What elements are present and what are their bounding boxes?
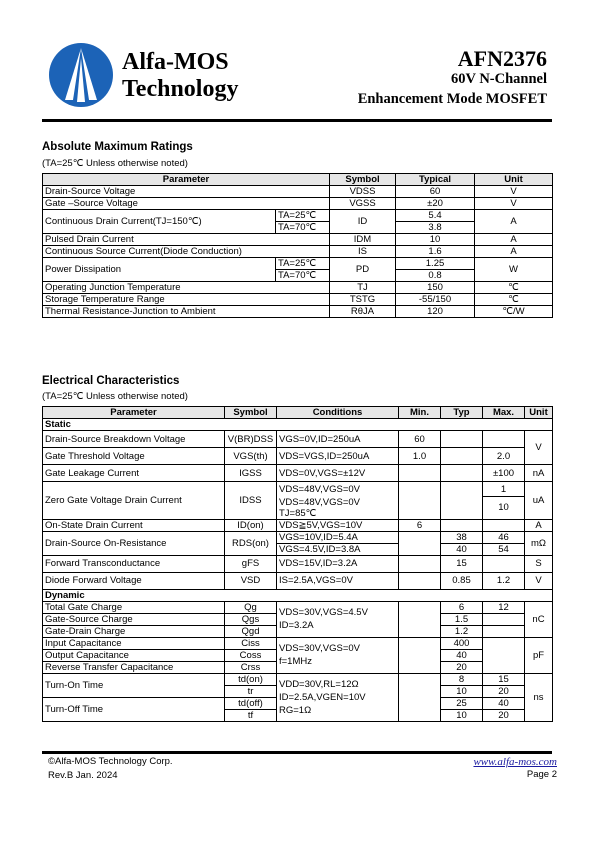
condition-cell: TA=25℃ [276,258,330,270]
typ-cell: 10 [441,685,483,697]
col-header-typical: Typical [396,174,475,186]
col-header-unit: Unit [475,174,553,186]
min-cell [399,465,441,482]
condition-cell: VDS=VGS,ID=250uA [277,448,399,465]
min-cell [399,601,441,637]
min-cell: 6 [399,519,441,531]
typ-cell: 400 [441,637,483,649]
value-cell: 10 [396,234,475,246]
header-rule [42,119,552,122]
min-cell [399,673,441,721]
max-cell [483,613,525,625]
symbol-cell: Ciss [225,637,277,649]
symbol-cell: Crss [225,661,277,673]
value-cell: 150 [396,282,475,294]
elec-title: Electrical Characteristics [42,375,180,387]
unit-cell: V [525,572,553,589]
typ-cell: 20 [441,661,483,673]
typ-cell: 38 [441,531,483,543]
param-cell: Storage Temperature Range [43,294,330,306]
symbol-cell: Qgs [225,613,277,625]
company-logo [48,42,114,108]
symbol-cell: VGS(th) [225,448,277,465]
unit-cell: V [475,186,553,198]
condition-cell: VDS=0V,VGS=±12V [277,465,399,482]
page-number: Page 2 [526,769,557,780]
table-row [43,637,553,649]
param-cell: Gate-Drain Charge [43,625,225,637]
table-row [43,294,553,306]
elec-table [42,406,553,722]
value-cell: 120 [396,306,475,318]
typ-cell: 0.85 [441,572,483,589]
max-cell: 46 [483,531,525,543]
table-row [43,448,553,465]
col-header-unit: Unit [525,407,553,419]
unit-cell: ℃ [475,282,553,294]
footer-rule [42,751,552,754]
table-row [43,555,553,572]
param-cell: Turn-Off Time [43,697,225,721]
param-cell: Total Gate Charge [43,601,225,613]
typ-cell: 6 [441,601,483,613]
param-cell: Gate Threshold Voltage [43,448,225,465]
typ-cell: 40 [441,649,483,661]
min-cell: 60 [399,431,441,448]
unit-cell: pF [525,637,553,673]
condition-cell: VGS=0V,ID=250uA [277,431,399,448]
symbol-cell: td(off) [225,697,277,709]
unit-cell: A [525,519,553,531]
param-cell: Gate-Source Charge [43,613,225,625]
value-cell: 1.6 [396,246,475,258]
table-row [43,482,553,497]
symbol-cell: VGSS [330,198,396,210]
max-cell [483,431,525,448]
unit-cell: A [475,234,553,246]
condition-cell: TJ=85℃ [277,508,399,520]
min-cell [399,531,441,555]
table-row [43,306,553,318]
col-header-symbol: Symbol [225,407,277,419]
symbol-cell: gFS [225,555,277,572]
abs-max-table [42,173,553,318]
max-cell [483,625,525,637]
col-header-parameter: Parameter [43,407,225,419]
max-cell: 54 [483,543,525,555]
condition-line: ID=3.2A [279,620,314,631]
max-cell: 1.2 [483,572,525,589]
unit-cell: A [475,210,553,234]
typ-cell [441,482,483,520]
param-cell: Output Capacitance [43,649,225,661]
unit-cell: ns [525,673,553,721]
company-name-line2: Technology [122,76,239,102]
max-cell: 20 [483,685,525,697]
table-row [43,465,553,482]
condition-cell: VDS=15V,ID=3.2A [277,555,399,572]
param-cell: Drain-Source On-Resistance [43,531,225,555]
table-row [43,673,553,685]
table-row [43,531,553,543]
symbol-cell: Qg [225,601,277,613]
unit-cell: ℃/W [475,306,553,318]
unit-cell: uA [525,482,553,520]
table-row [43,431,553,448]
param-cell: Drain-Source Breakdown Voltage [43,431,225,448]
typ-cell: 10 [441,709,483,721]
section-label: Dynamic [43,589,553,601]
table-row [43,210,553,222]
section-label: Static [43,419,553,431]
max-cell: 12 [483,601,525,613]
table-row [43,519,553,531]
table-row [43,601,553,613]
min-cell [399,572,441,589]
param-cell: Zero Gate Voltage Drain Current [43,482,225,520]
table-row [43,246,553,258]
section-row-static [43,419,553,431]
max-cell: 1 [483,482,525,497]
max-cell: 20 [483,709,525,721]
condition-line: VDS=30V,VGS=0V [279,643,360,654]
copyright-text: ©Alfa-MOS Technology Corp. [48,756,173,767]
col-header-symbol: Symbol [330,174,396,186]
condition-cell: VDS≧5V,VGS=10V [277,519,399,531]
symbol-cell: RDS(on) [225,531,277,555]
param-cell: Drain-Source Voltage [43,186,330,198]
abs-max-title: Absolute Maximum Ratings [42,141,193,153]
value-cell: 1.25 [396,258,475,270]
col-header-parameter: Parameter [43,174,330,186]
typ-cell: 8 [441,673,483,685]
max-cell [483,637,525,673]
symbol-cell: RθJA [330,306,396,318]
symbol-cell: V(BR)DSS [225,431,277,448]
col-header-min: Min. [399,407,441,419]
typ-cell: 1.5 [441,613,483,625]
symbol-cell: VSD [225,572,277,589]
min-cell: 1.0 [399,448,441,465]
condition-line: RG=1Ω [279,704,312,716]
col-header-max: Max. [483,407,525,419]
max-cell [483,555,525,572]
param-cell: Reverse Transfer Capacitance [43,661,225,673]
min-cell [399,482,441,520]
value-cell: 3.8 [396,222,475,234]
table-header-row [43,407,553,419]
param-cell: Operating Junction Temperature [43,282,330,294]
unit-cell: V [525,431,553,465]
unit-cell: nC [525,601,553,637]
typ-cell: 25 [441,697,483,709]
typ-cell [441,431,483,448]
condition-cell: VDS=48V,VGS=0V [277,482,399,497]
symbol-cell: tr [225,685,277,697]
symbol-cell: IDSS [225,482,277,520]
max-cell: 15 [483,673,525,685]
table-row [43,258,553,270]
condition-line: VDS=30V,VGS=4.5V [279,607,368,618]
condition-cell: TA=70℃ [276,270,330,282]
symbol-cell: ID(on) [225,519,277,531]
unit-cell: mΩ [525,531,553,555]
section-row-dynamic [43,589,553,601]
unit-cell: V [475,198,553,210]
max-cell [483,519,525,531]
table-row [43,234,553,246]
param-cell: Continuous Source Current(Diode Conduction) [43,246,330,258]
condition-cell: IS=2.5A,VGS=0V [277,572,399,589]
param-cell: Pulsed Drain Current [43,234,330,246]
param-cell: Forward Transconductance [43,555,225,572]
max-cell: 10 [483,497,525,520]
unit-cell: W [475,258,553,282]
symbol-cell: IDM [330,234,396,246]
typ-cell [441,519,483,531]
typ-cell: 15 [441,555,483,572]
value-cell: ±20 [396,198,475,210]
table-header-row [43,174,553,186]
value-cell: 5.4 [396,210,475,222]
param-cell: Thermal Resistance-Junction to Ambient [43,306,330,318]
param-cell: Gate Leakage Current [43,465,225,482]
unit-cell: ℃ [475,294,553,306]
condition-cell: VGS=4.5V,ID=3.8A [277,543,399,555]
table-row [43,198,553,210]
min-cell [399,637,441,673]
symbol-cell: TSTG [330,294,396,306]
unit-cell: nA [525,465,553,482]
max-cell: ±100 [483,465,525,482]
param-cell: Continuous Drain Current(TJ=150℃) [43,210,276,234]
max-cell: 40 [483,697,525,709]
param-cell: On-State Drain Current [43,519,225,531]
condition-cell: TA=25℃ [276,210,330,222]
condition-line: VDD=30V,RL=12Ω [279,678,359,690]
min-cell [399,555,441,572]
subtitle-voltage: 60V N-Channel [450,71,547,87]
elec-note: (TA=25℃ Unless otherwise noted) [42,391,188,402]
condition-cell: TA=70℃ [276,222,330,234]
col-header-conditions: Conditions [277,407,399,419]
max-cell: 2.0 [483,448,525,465]
table-row [43,282,553,294]
symbol-cell: ID [330,210,396,234]
table-row [43,572,553,589]
symbol-cell: tf [225,709,277,721]
col-header-typ: Typ [441,407,483,419]
param-cell: Turn-On Time [43,673,225,697]
typ-cell [441,465,483,482]
value-cell: 0.8 [396,270,475,282]
value-cell: -55/150 [396,294,475,306]
symbol-cell: IGSS [225,465,277,482]
symbol-cell: PD [330,258,396,282]
subtitle-type: Enhancement Mode MOSFET [357,91,547,107]
param-cell: Input Capacitance [43,637,225,649]
table-row [43,186,553,198]
symbol-cell: VDSS [330,186,396,198]
part-number: AFN2376 [457,46,547,71]
symbol-cell: IS [330,246,396,258]
unit-cell: A [475,246,553,258]
symbol-cell: Qgd [225,625,277,637]
typ-cell: 1.2 [441,625,483,637]
param-cell: Diode Forward Voltage [43,572,225,589]
company-name-line1: Alfa-MOS [122,49,229,75]
condition-line: ID=2.5A,VGEN=10V [279,691,366,703]
param-cell: Power Dissipation [43,258,276,282]
symbol-cell: Coss [225,649,277,661]
typ-cell: 40 [441,543,483,555]
revision-text: Rev.B Jan. 2024 [48,770,118,781]
value-cell: 60 [396,186,475,198]
unit-cell: S [525,555,553,572]
typ-cell [441,448,483,465]
condition-line: f=1MHz [279,656,312,667]
abs-max-note: (TA=25℃ Unless otherwise noted) [42,158,188,169]
website-link[interactable]: www.alfa-mos.com [473,756,557,768]
param-cell: Gate –Source Voltage [43,198,330,210]
condition-cell: VGS=10V,ID=5.4A [277,531,399,543]
symbol-cell: td(on) [225,673,277,685]
symbol-cell: TJ [330,282,396,294]
condition-cell: VDS=48V,VGS=0V [277,497,399,508]
